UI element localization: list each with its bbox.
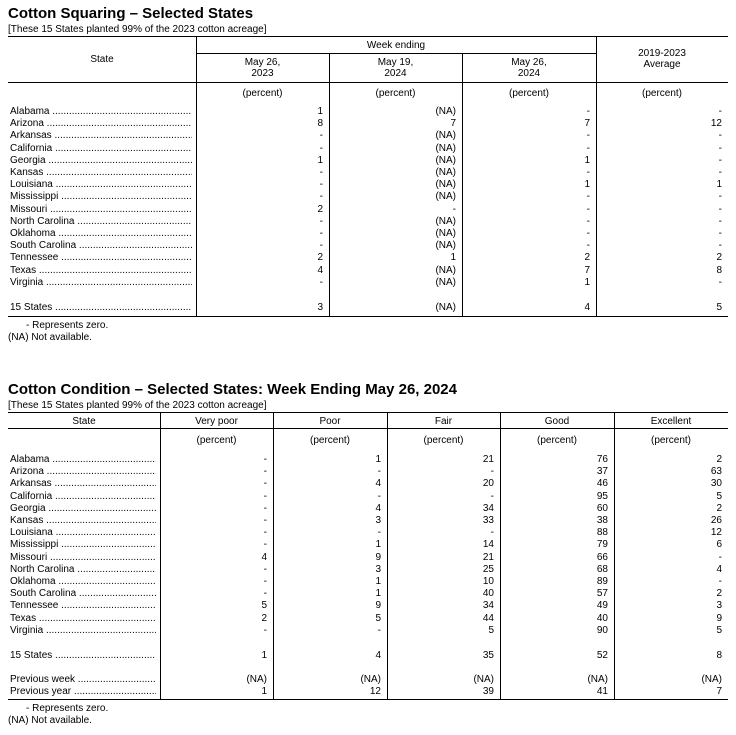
row-label: 15 States .....: [10, 650, 156, 662]
table-cell: 90: [596, 624, 608, 636]
table-cell: (NA): [435, 240, 456, 252]
table-cell: -: [718, 551, 722, 563]
table-cell: 66: [596, 551, 608, 563]
table-cell: 2: [261, 612, 267, 624]
table-cell: -: [263, 502, 267, 514]
table-cell: 14: [482, 539, 494, 551]
table-cell: 1: [450, 252, 456, 264]
column-header: Very poor: [195, 416, 238, 427]
table-cell: 4: [716, 563, 722, 575]
table-cell: -: [586, 215, 590, 227]
row-label: Previous week .....: [10, 674, 156, 686]
table-cell: -: [263, 490, 267, 502]
table-cell: 25: [482, 563, 494, 575]
row-label: 15 States .....: [10, 302, 192, 314]
table-cell: 60: [596, 502, 608, 514]
table-row: [0, 552, 736, 564]
row-label: Alabama .....: [10, 106, 192, 118]
row-label: Tennessee .....: [10, 600, 156, 612]
table-rule: [8, 82, 728, 83]
table-cell: (NA): [246, 674, 267, 685]
row-label: Arizona .....: [10, 118, 192, 130]
table-row: [0, 277, 736, 289]
table-cell: (NA): [435, 106, 456, 117]
state-header: State: [72, 416, 96, 427]
table-row: [0, 491, 736, 503]
table-cell: -: [263, 478, 267, 490]
table-cell: 4: [317, 264, 323, 276]
unit-label: (percent): [375, 88, 416, 99]
table-cell: 46: [596, 478, 608, 490]
table-row: [0, 106, 736, 118]
unit-label: (percent): [650, 435, 691, 446]
table-cell: 68: [596, 563, 608, 575]
table-cell: 26: [710, 515, 722, 526]
unit-label: (percent): [423, 435, 464, 446]
table-cell: 41: [596, 686, 608, 697]
table-cell: (NA): [473, 674, 494, 685]
column-header: May 26, 2023: [244, 57, 281, 79]
table-row: [0, 613, 736, 625]
table-row: [0, 625, 736, 637]
table-row: [0, 478, 736, 490]
table-row: [0, 118, 736, 130]
table-row: [0, 564, 736, 576]
table-cell: -: [263, 466, 267, 478]
table-rule: [8, 36, 728, 37]
table-cell: (NA): [435, 228, 456, 239]
table-cell: 1: [584, 154, 590, 166]
table-cell: 89: [596, 576, 608, 587]
previous-week-row: [0, 674, 736, 686]
table-row: [0, 204, 736, 216]
squaring-subtitle: [These 15 States planted 99% of the 2023 cotton acreage]: [8, 24, 267, 35]
row-label: Georgia .....: [10, 155, 192, 167]
unit-label: (percent): [242, 88, 283, 99]
table-cell: -: [718, 576, 722, 587]
table-cell: 57: [596, 588, 608, 600]
total-row: [0, 650, 736, 662]
column-header: 2019-2023 Average: [638, 48, 686, 70]
table-cell: 4: [375, 478, 381, 490]
table-cell: 1: [261, 650, 267, 661]
table-row: [0, 167, 736, 179]
table-cell: -: [263, 563, 267, 575]
table-cell: 3: [375, 515, 381, 526]
table-cell: -: [586, 130, 590, 142]
row-label: South Carolina .....: [10, 588, 156, 600]
table-row: [0, 600, 736, 612]
table-cell: 1: [317, 154, 323, 166]
row-label: California .....: [10, 143, 192, 155]
table-cell: -: [586, 191, 590, 203]
table-cell: 4: [375, 650, 381, 661]
table-cell: 1: [375, 588, 381, 600]
table-cell: -: [263, 515, 267, 526]
table-cell: -: [319, 167, 323, 178]
row-label: North Carolina .....: [10, 216, 192, 228]
table-cell: (NA): [435, 276, 456, 288]
table-cell: 4: [584, 302, 590, 313]
table-row: [0, 179, 736, 191]
column-header: May 19, 2024: [377, 57, 414, 79]
table-row: [0, 143, 736, 155]
table-cell: (NA): [435, 264, 456, 276]
table-cell: -: [319, 130, 323, 142]
table-cell: 2: [716, 454, 722, 465]
footnote: - Represents zero.: [26, 320, 109, 331]
table-cell: (NA): [701, 674, 722, 685]
table-cell: 5: [716, 490, 722, 502]
row-label: Mississippi .....: [10, 191, 192, 203]
table-cell: 7: [584, 118, 590, 130]
table-cell: -: [718, 276, 722, 288]
table-cell: 4: [261, 551, 267, 563]
table-row: [0, 265, 736, 277]
table-cell: -: [490, 490, 494, 502]
table-cell: 1: [584, 179, 590, 191]
table-cell: -: [377, 527, 381, 539]
table-cell: -: [718, 130, 722, 142]
week-ending-header: Week ending: [366, 40, 426, 51]
table-cell: -: [586, 142, 590, 154]
table-cell: (NA): [435, 154, 456, 166]
table-cell: -: [718, 203, 722, 215]
table-cell: 8: [317, 118, 323, 130]
table-cell: -: [319, 215, 323, 227]
table-row: [0, 576, 736, 588]
table-cell: -: [718, 228, 722, 239]
table-cell: -: [490, 466, 494, 478]
table-cell: (NA): [435, 142, 456, 154]
unit-label: (percent): [508, 88, 549, 99]
row-label: Virginia .....: [10, 277, 192, 289]
table-cell: -: [319, 240, 323, 252]
table-cell: 5: [488, 624, 494, 636]
table-cell: 2: [317, 203, 323, 215]
table-cell: 9: [375, 551, 381, 563]
table-cell: 5: [716, 624, 722, 636]
table-cell: (NA): [587, 674, 608, 685]
column-header: Good: [544, 416, 570, 427]
table-cell: -: [586, 167, 590, 178]
table-cell: -: [586, 203, 590, 215]
table-cell: 35: [482, 650, 494, 661]
table-cell: 49: [596, 600, 608, 612]
table-cell: 3: [317, 302, 323, 313]
table-rule: [8, 428, 728, 429]
table-cell: 44: [482, 612, 494, 624]
table-cell: 1: [584, 276, 590, 288]
table-cell: 1: [375, 576, 381, 587]
table-row: [0, 527, 736, 539]
table-rule: [196, 53, 596, 54]
table-rule: [8, 412, 728, 413]
row-label: Kansas .....: [10, 167, 192, 179]
row-label: Louisiana .....: [10, 179, 192, 191]
column-header: Fair: [434, 416, 453, 427]
table-cell: -: [263, 539, 267, 551]
table-cell: -: [586, 240, 590, 252]
row-label: Louisiana .....: [10, 527, 156, 539]
table-cell: 88: [596, 527, 608, 539]
row-label: California .....: [10, 491, 156, 503]
table-cell: 34: [482, 502, 494, 514]
table-cell: (NA): [435, 302, 456, 313]
table-cell: -: [452, 203, 456, 215]
table-cell: -: [263, 576, 267, 587]
table-cell: -: [319, 191, 323, 203]
table-cell: 8: [716, 650, 722, 661]
table-cell: (NA): [435, 167, 456, 178]
table-cell: 12: [710, 527, 722, 539]
table-cell: 79: [596, 539, 608, 551]
table-cell: 37: [596, 466, 608, 478]
table-cell: 1: [261, 686, 267, 697]
row-label: Texas .....: [10, 613, 156, 625]
table-rule: [8, 699, 728, 700]
table-cell: -: [586, 228, 590, 239]
table-cell: 10: [482, 576, 494, 587]
row-label: Alabama .....: [10, 454, 156, 466]
unit-label: (percent): [309, 435, 350, 446]
condition-subtitle: [These 15 States planted 99% of the 2023 cotton acreage]: [8, 400, 267, 411]
table-row: [0, 503, 736, 515]
table-row: [0, 228, 736, 240]
footnote: - Represents zero.: [26, 703, 109, 714]
table-row: [0, 216, 736, 228]
table-cell: -: [263, 624, 267, 636]
table-row: [0, 539, 736, 551]
previous-year-row: [0, 686, 736, 698]
table-row: [0, 240, 736, 252]
table-cell: 5: [261, 600, 267, 612]
row-label: Kansas .....: [10, 515, 156, 527]
table-cell: 33: [482, 515, 494, 526]
table-cell: -: [319, 276, 323, 288]
table-cell: 20: [482, 478, 494, 490]
table-cell: 1: [375, 539, 381, 551]
row-label: Previous year .....: [10, 686, 156, 698]
table-cell: 5: [716, 302, 722, 313]
row-label: Mississippi .....: [10, 539, 156, 551]
table-cell: 40: [596, 612, 608, 624]
table-cell: 39: [482, 686, 494, 697]
total-row: [0, 302, 736, 314]
table-cell: 21: [482, 454, 494, 465]
table-cell: -: [718, 142, 722, 154]
table-cell: -: [263, 588, 267, 600]
table-cell: 63: [710, 466, 722, 478]
table-cell: 7: [716, 686, 722, 697]
row-label: South Carolina .....: [10, 240, 192, 252]
table-cell: -: [718, 215, 722, 227]
table-row: [0, 252, 736, 264]
table-cell: (NA): [435, 191, 456, 203]
table-cell: -: [586, 106, 590, 117]
row-label: Oklahoma .....: [10, 228, 192, 240]
table-cell: -: [718, 154, 722, 166]
row-label: Oklahoma .....: [10, 576, 156, 588]
squaring-title: Cotton Squaring – Selected States: [8, 5, 254, 22]
footnote: (NA) Not available.: [8, 715, 92, 726]
table-cell: 40: [482, 588, 494, 600]
table-cell: 4: [375, 502, 381, 514]
table-row: [0, 454, 736, 466]
column-header: Excellent: [650, 416, 692, 427]
table-cell: -: [377, 466, 381, 478]
table-cell: (NA): [435, 130, 456, 142]
table-cell: -: [718, 191, 722, 203]
table-cell: 1: [375, 454, 381, 465]
table-cell: 7: [450, 118, 456, 130]
row-label: Arkansas .....: [10, 478, 156, 490]
table-cell: -: [319, 142, 323, 154]
table-cell: 9: [716, 612, 722, 624]
table-row: [0, 515, 736, 527]
table-cell: 3: [375, 563, 381, 575]
table-row: [0, 191, 736, 203]
condition-title: Cotton Condition – Selected States: Week Ending May 26, 2024: [8, 381, 457, 398]
table-row: [0, 466, 736, 478]
row-label: Missouri .....: [10, 552, 156, 564]
table-cell: (NA): [360, 674, 381, 685]
table-cell: 76: [596, 454, 608, 465]
row-label: North Carolina .....: [10, 564, 156, 576]
state-header: State: [90, 54, 114, 65]
table-cell: 3: [716, 600, 722, 612]
table-cell: -: [319, 179, 323, 191]
table-cell: 2: [584, 252, 590, 264]
table-cell: 2: [716, 502, 722, 514]
table-cell: 1: [317, 106, 323, 117]
table-cell: 9: [375, 600, 381, 612]
table-rule: [8, 316, 728, 317]
table-cell: -: [377, 624, 381, 636]
table-cell: 30: [710, 478, 722, 490]
table-cell: 7: [584, 264, 590, 276]
table-cell: 38: [596, 515, 608, 526]
table-cell: 2: [716, 588, 722, 600]
table-row: [0, 155, 736, 167]
table-cell: 95: [596, 490, 608, 502]
row-label: Tennessee .....: [10, 252, 192, 264]
table-cell: 6: [716, 539, 722, 551]
unit-label: (percent): [196, 435, 237, 446]
row-label: Virginia .....: [10, 625, 156, 637]
row-label: Missouri .....: [10, 204, 192, 216]
column-header: Poor: [319, 416, 341, 427]
table-cell: -: [263, 527, 267, 539]
row-label: Texas .....: [10, 265, 192, 277]
table-row: [0, 130, 736, 142]
table-cell: -: [319, 228, 323, 239]
table-cell: -: [263, 454, 267, 465]
table-cell: 52: [596, 650, 608, 661]
row-label: Arizona .....: [10, 466, 156, 478]
table-cell: 21: [482, 551, 494, 563]
table-cell: 12: [710, 118, 722, 130]
unit-label: (percent): [641, 88, 682, 99]
footnote: (NA) Not available.: [8, 332, 92, 343]
table-cell: 8: [716, 264, 722, 276]
table-cell: -: [718, 167, 722, 178]
table-cell: (NA): [435, 179, 456, 191]
table-cell: -: [490, 527, 494, 539]
unit-label: (percent): [536, 435, 577, 446]
table-cell: -: [377, 490, 381, 502]
table-cell: 2: [716, 252, 722, 264]
table-cell: 2: [317, 252, 323, 264]
row-label: Georgia .....: [10, 503, 156, 515]
table-cell: 1: [716, 179, 722, 191]
table-cell: 12: [369, 686, 381, 697]
table-cell: -: [718, 240, 722, 252]
table-cell: (NA): [435, 215, 456, 227]
table-row: [0, 588, 736, 600]
table-cell: 5: [375, 612, 381, 624]
table-cell: -: [718, 106, 722, 117]
table-cell: 34: [482, 600, 494, 612]
row-label: Arkansas .....: [10, 130, 192, 142]
column-header: May 26, 2024: [511, 57, 547, 79]
